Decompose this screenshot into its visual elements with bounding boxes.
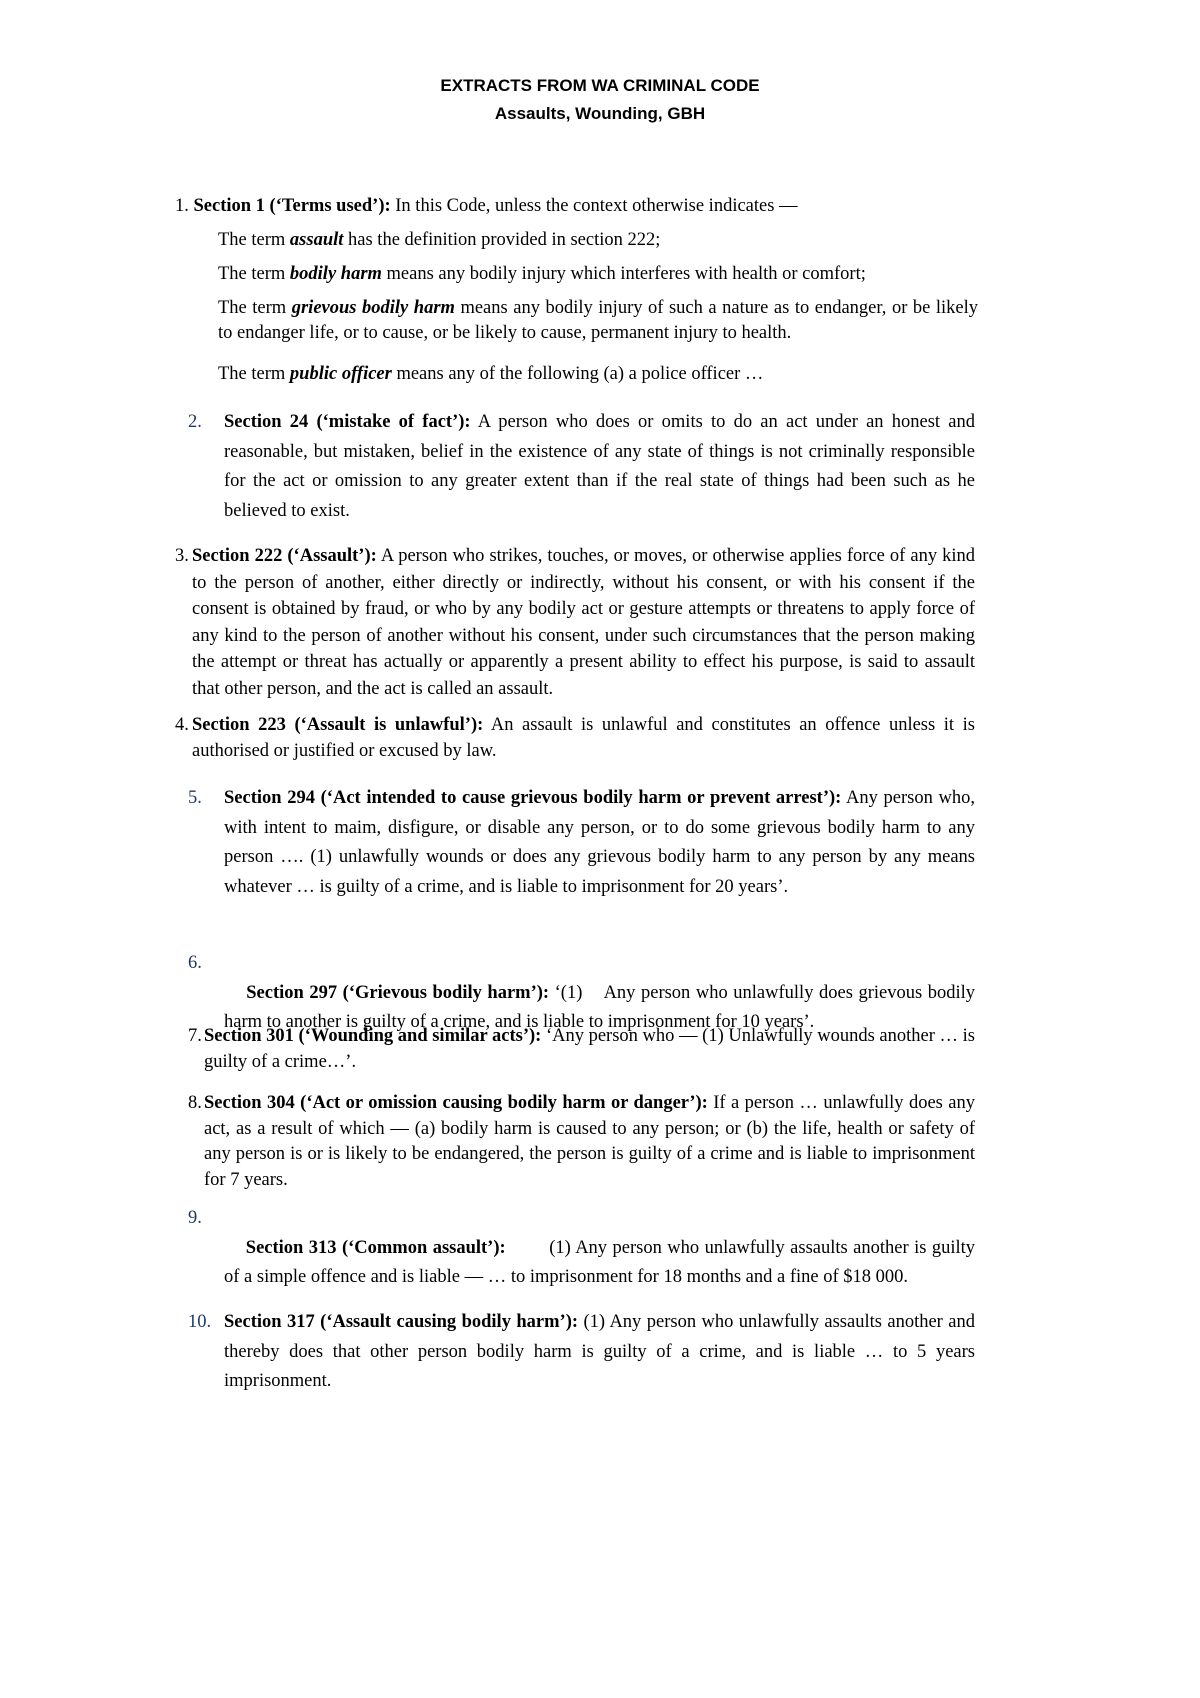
definition-bodily-harm: The term bodily harm means any bodily injury which interferes with health or comfort; <box>218 264 866 284</box>
section-title: Section 223 (‘Assault is unlawful’): <box>192 715 484 735</box>
defined-term: bodily harm <box>289 264 382 284</box>
section-text: If a person … unlawfully does any act, as a result of which — (a) bodily harm is caused to any person; or (b) the life, health or safety of any person is or is likely to be endangered, the person is guilty of a crime and is liable to imprisonment for 7 years. <box>204 1093 975 1190</box>
list-item-7 <box>204 1024 975 1075</box>
title-block <box>0 72 1200 128</box>
document-subtitle: Assaults, Wounding, GBH <box>494 104 706 123</box>
section-text: (1) Any person who unlawfully assaults another and thereby does that other person bodily harm is guilty of a crime, and is liable … to 5 years imprisonment. <box>224 1312 975 1391</box>
list-item-10 <box>224 1308 975 1397</box>
section-text: ‘Any person who — (1) Unlawfully wounds another … is guilty of a crime…’. <box>204 1026 975 1072</box>
list-item-8 <box>204 1091 975 1193</box>
item-number: 3. <box>175 546 189 566</box>
defined-term: public officer <box>289 364 392 384</box>
section-title: Section 304 (‘Act or omission causing bodily harm or danger’): <box>204 1093 708 1113</box>
list-item-5 <box>224 784 975 902</box>
item-number: 6. <box>188 953 202 973</box>
list-item-1 <box>175 194 975 218</box>
item-number: 2. <box>188 412 202 432</box>
list-item-4 <box>192 713 975 764</box>
section-text: A person who strikes, touches, or moves, or otherwise applies force of any kind to the person of another, either directly or indirectly, without his consent, or with his consent if the consent is obtained by fraud, or who by any bodily act or gesture attempts or threatens to apply force of any kind to the person of another without his consent, under such circumstances that the person making the attempt or threat has actually or apparently a present ability to effect his purpose, is said to assault that other person, and the act is called an assault. <box>192 546 976 699</box>
list-item-9 <box>224 1204 980 1322</box>
item-number: 4. <box>175 715 189 735</box>
section-title: Section 317 (‘Assault causing bodily harm’): <box>224 1312 579 1332</box>
item-number: 1. <box>175 196 189 216</box>
section-text: A person who does or omits to do an act under an honest and reasonable, but mistaken, belief in the existence of any state of things is not criminally responsible for the act or omission to any greater extent than if the real state of things had been such as he believed to exist. <box>224 412 975 521</box>
section-text: ‘(1) Any person who unlawfully does grievous bodily harm to another is guilty of a crime, and is liable to imprisonment for 10 years’. <box>224 982 980 1032</box>
section-text: (1) Any person who unlawfully assaults another is guilty of a simple offence and is liable — … to imprisonment for 18 months and a fine of $18 000. <box>224 1237 980 1287</box>
definition-grievous-bodily-harm: The term grievous bodily harm means any bodily injury of such a nature as to endanger, or be likely to endanger life, or to cause, or be likely to cause, permanent injury to health. <box>218 298 979 343</box>
item-number: 5. <box>188 788 202 808</box>
section-title: Section 1 (‘Terms used’): <box>193 196 391 216</box>
list-item-3 <box>192 543 975 702</box>
section-title: Section 294 (‘Act intended to cause grievous bodily harm or prevent arrest’): <box>224 788 842 808</box>
defined-term: assault <box>289 230 344 250</box>
list-item-2 <box>224 408 975 526</box>
item-number: 8. <box>188 1093 202 1113</box>
section-text: In this Code, unless the context otherwise indicates — <box>390 196 798 216</box>
definition-assault: The term assault has the definition provided in section 222; <box>218 230 661 250</box>
item-number: 7. <box>188 1026 202 1046</box>
section-title: Section 222 (‘Assault’): <box>192 546 377 566</box>
section-title: Section 297 (‘Grievous bodily harm’): <box>246 982 550 1003</box>
defined-term: grievous bodily harm <box>291 298 455 318</box>
item-number: 9. <box>188 1208 202 1228</box>
document-title: EXTRACTS FROM WA CRIMINAL CODE <box>440 76 760 95</box>
item-number: 10. <box>188 1312 212 1332</box>
section-title: Section 301 (‘Wounding and similar acts’): <box>204 1026 542 1046</box>
section-text: An assault is unlawful and constitutes an offence unless it is authorised or justified or excused by law. <box>192 715 975 761</box>
section-title: Section 24 (‘mistake of fact’): <box>224 412 471 432</box>
section-text: Any person who, with intent to maim, disfigure, or disable any person, or to do some grievous bodily harm to any person …. (1) unlawfully wounds or does any grievous bodily harm to any person by any means whatever … is guilty of a crime, and is liable to imprisonment for 20 years’. <box>224 788 975 897</box>
definition-public-officer: The term public officer means any of the following (a) a police officer … <box>218 364 764 384</box>
section-title: Section 313 (‘Common assault’): <box>245 1237 506 1258</box>
